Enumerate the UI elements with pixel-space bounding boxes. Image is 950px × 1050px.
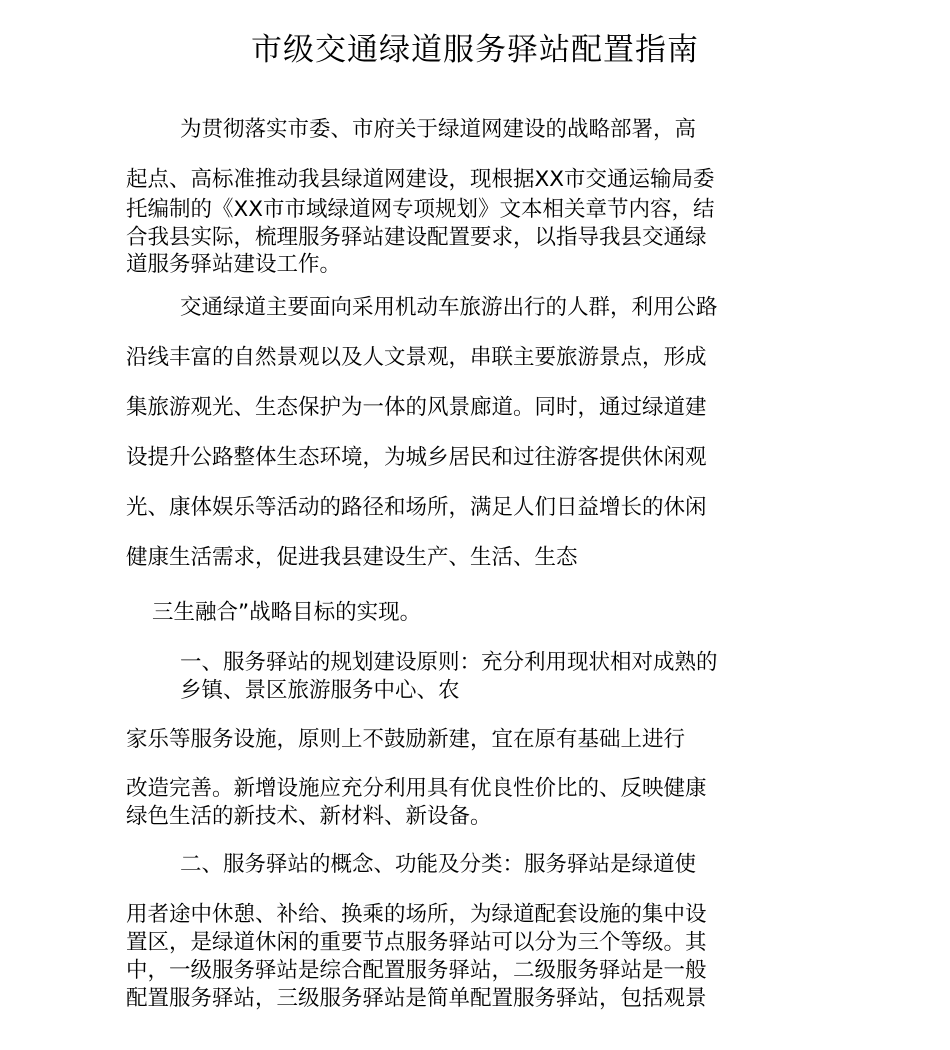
text-line: 二、服务驿站的概念、功能及分类：服务驿站是绿道使 xyxy=(180,852,697,877)
text-line: 健康生活需求，促进我县建设生产、生活、生态 xyxy=(126,545,578,570)
text-line: 三生融合”战略目标的实现。 xyxy=(152,600,422,625)
text-line: 设提升公路整体生态环境，为城乡居民和过往游客提供休闲观 xyxy=(126,445,707,470)
text-line: 中，一级服务驿站是综合配置服务驿站，二级服务驿站是一般 xyxy=(126,958,707,983)
text-line: 托编制的《XX市市域绿道网专项规划》文本相关章节内容，结 xyxy=(126,197,715,222)
text-line: 交通绿道主要面向采用机动车旅游出行的人群，利用公路 xyxy=(180,295,718,320)
text-line: 道服务驿站建设工作。 xyxy=(126,252,342,277)
text-line: 光、康体娱乐等活动的路径和场所，满足人们日益增长的休闲 xyxy=(126,495,707,520)
text-line: 配置服务驿站，三级服务驿站是简单配置服务驿站，包括观景 xyxy=(126,986,707,1011)
text-line: 为贯彻落实市委、市府关于绿道网建设的战略部署，高 xyxy=(180,117,697,142)
text-line: 合我县实际，梳理服务驿站建设配置要求，以指导我县交通绿 xyxy=(126,225,707,250)
text-line: 起点、高标准推动我县绿道网建设，现根据XX市交通运输局委 xyxy=(126,167,715,192)
text-line: 一、服务驿站的规划建设原则：充分利用现状相对成熟的 xyxy=(180,650,718,675)
text-line: 改造完善。新增设施应充分利用具有优良性价比的、反映健康 xyxy=(126,776,707,801)
text-line: 家乐等服务设施，原则上不鼓励新建，宜在原有基础上进行 xyxy=(126,727,686,752)
text-line: 置区，是绿道休闲的重要节点服务驿站可以分为三个等级。其 xyxy=(126,930,707,955)
text-line: 集旅游观光、生态保护为一体的风景廊道。同时，通过绿道建 xyxy=(126,395,707,420)
text-line: 绿色生活的新技术、新材料、新设备。 xyxy=(126,804,492,829)
text-line: 乡镇、景区旅游服务中心、农 xyxy=(180,678,460,703)
text-line: 用者途中休憩、补给、换乘的场所，为绿道配套设施的集中设 xyxy=(126,902,707,927)
text-line: 沿线丰富的自然景观以及人文景观，串联主要旅游景点，形成 xyxy=(126,345,707,370)
document-title: 市级交通绿道服务驿站配置指南 xyxy=(251,32,699,68)
